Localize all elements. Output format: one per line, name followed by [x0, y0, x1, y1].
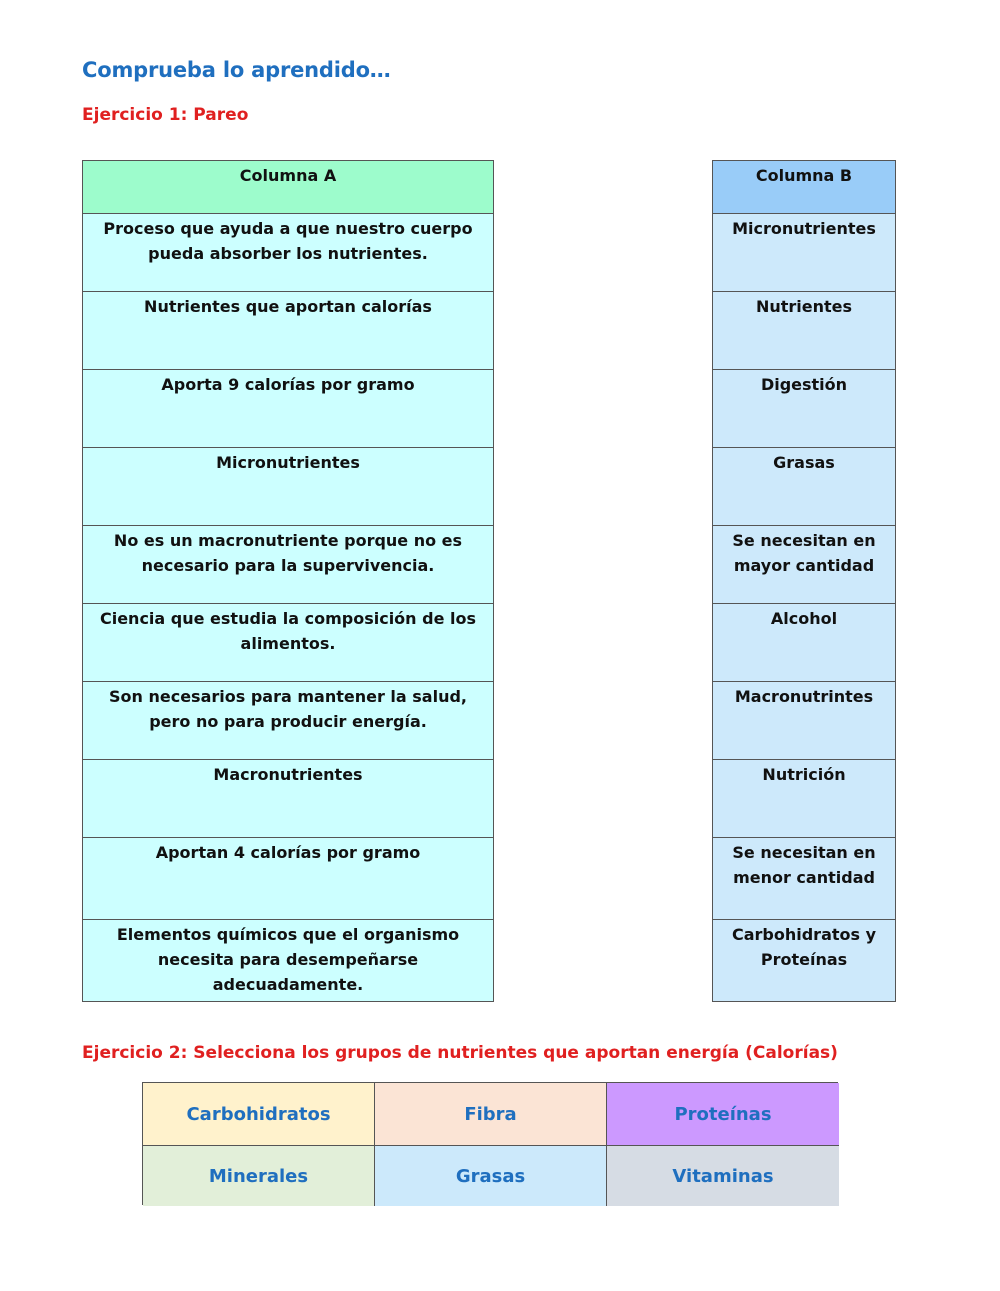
option-proteinas[interactable]: Proteínas	[607, 1083, 839, 1146]
column-b-item[interactable]: Alcohol	[712, 603, 896, 682]
column-b-item[interactable]: Micronutrientes	[712, 213, 896, 292]
column-b-item[interactable]: Nutrición	[712, 759, 896, 838]
column-b	[712, 161, 896, 1002]
column-b-item[interactable]: Nutrientes	[712, 291, 896, 370]
column-b-item[interactable]: Macronutrintes	[712, 681, 896, 760]
column-a-item[interactable]: Ciencia que estudia la composición de los alimentos.	[82, 603, 494, 682]
option-carbohidratos[interactable]: Carbohidratos	[143, 1083, 375, 1146]
column-b-item[interactable]: Se necesitan en menor cantidad	[712, 837, 896, 920]
column-a	[82, 161, 494, 1002]
column-a-item[interactable]: Macronutrientes	[82, 759, 494, 838]
option-vitaminas[interactable]: Vitaminas	[607, 1146, 839, 1206]
column-a-item[interactable]: No es un macronutriente porque no es necesario para la supervivencia.	[82, 525, 494, 604]
column-b-item[interactable]: Digestión	[712, 369, 896, 448]
option-minerales[interactable]: Minerales	[143, 1146, 375, 1206]
column-b-item[interactable]: Carbohidratos y Proteínas	[712, 919, 896, 1002]
column-a-item[interactable]: Micronutrientes	[82, 447, 494, 526]
column-a-item[interactable]: Elementos químicos que el organismo necesita para desempeñarse adecuadamente.	[82, 919, 494, 1002]
option-fibra[interactable]: Fibra	[375, 1083, 607, 1146]
column-a-item[interactable]: Proceso que ayuda a que nuestro cuerpo pueda absorber los nutrientes.	[82, 213, 494, 292]
exercise-2-heading: Ejercicio 2: Selecciona los grupos de nutrientes que aportan energía (Calorías)	[82, 1043, 838, 1063]
page-title: Comprueba lo aprendido…	[82, 58, 391, 82]
column-a-item[interactable]: Nutrientes que aportan calorías	[82, 291, 494, 370]
nutrient-options-grid	[142, 1082, 838, 1205]
option-grasas[interactable]: Grasas	[375, 1146, 607, 1206]
column-b-item[interactable]: Grasas	[712, 447, 896, 526]
exercise-1-heading: Ejercicio 1: Pareo	[82, 105, 249, 125]
column-b-item[interactable]: Se necesitan en mayor cantidad	[712, 525, 896, 604]
column-b-header: Columna B	[712, 160, 896, 214]
column-a-item[interactable]: Son necesarios para mantener la salud, pero no para producir energía.	[82, 681, 494, 760]
column-a-item[interactable]: Aportan 4 calorías por gramo	[82, 837, 494, 920]
column-a-header: Columna A	[82, 160, 494, 214]
column-a-item[interactable]: Aporta 9 calorías por gramo	[82, 369, 494, 448]
